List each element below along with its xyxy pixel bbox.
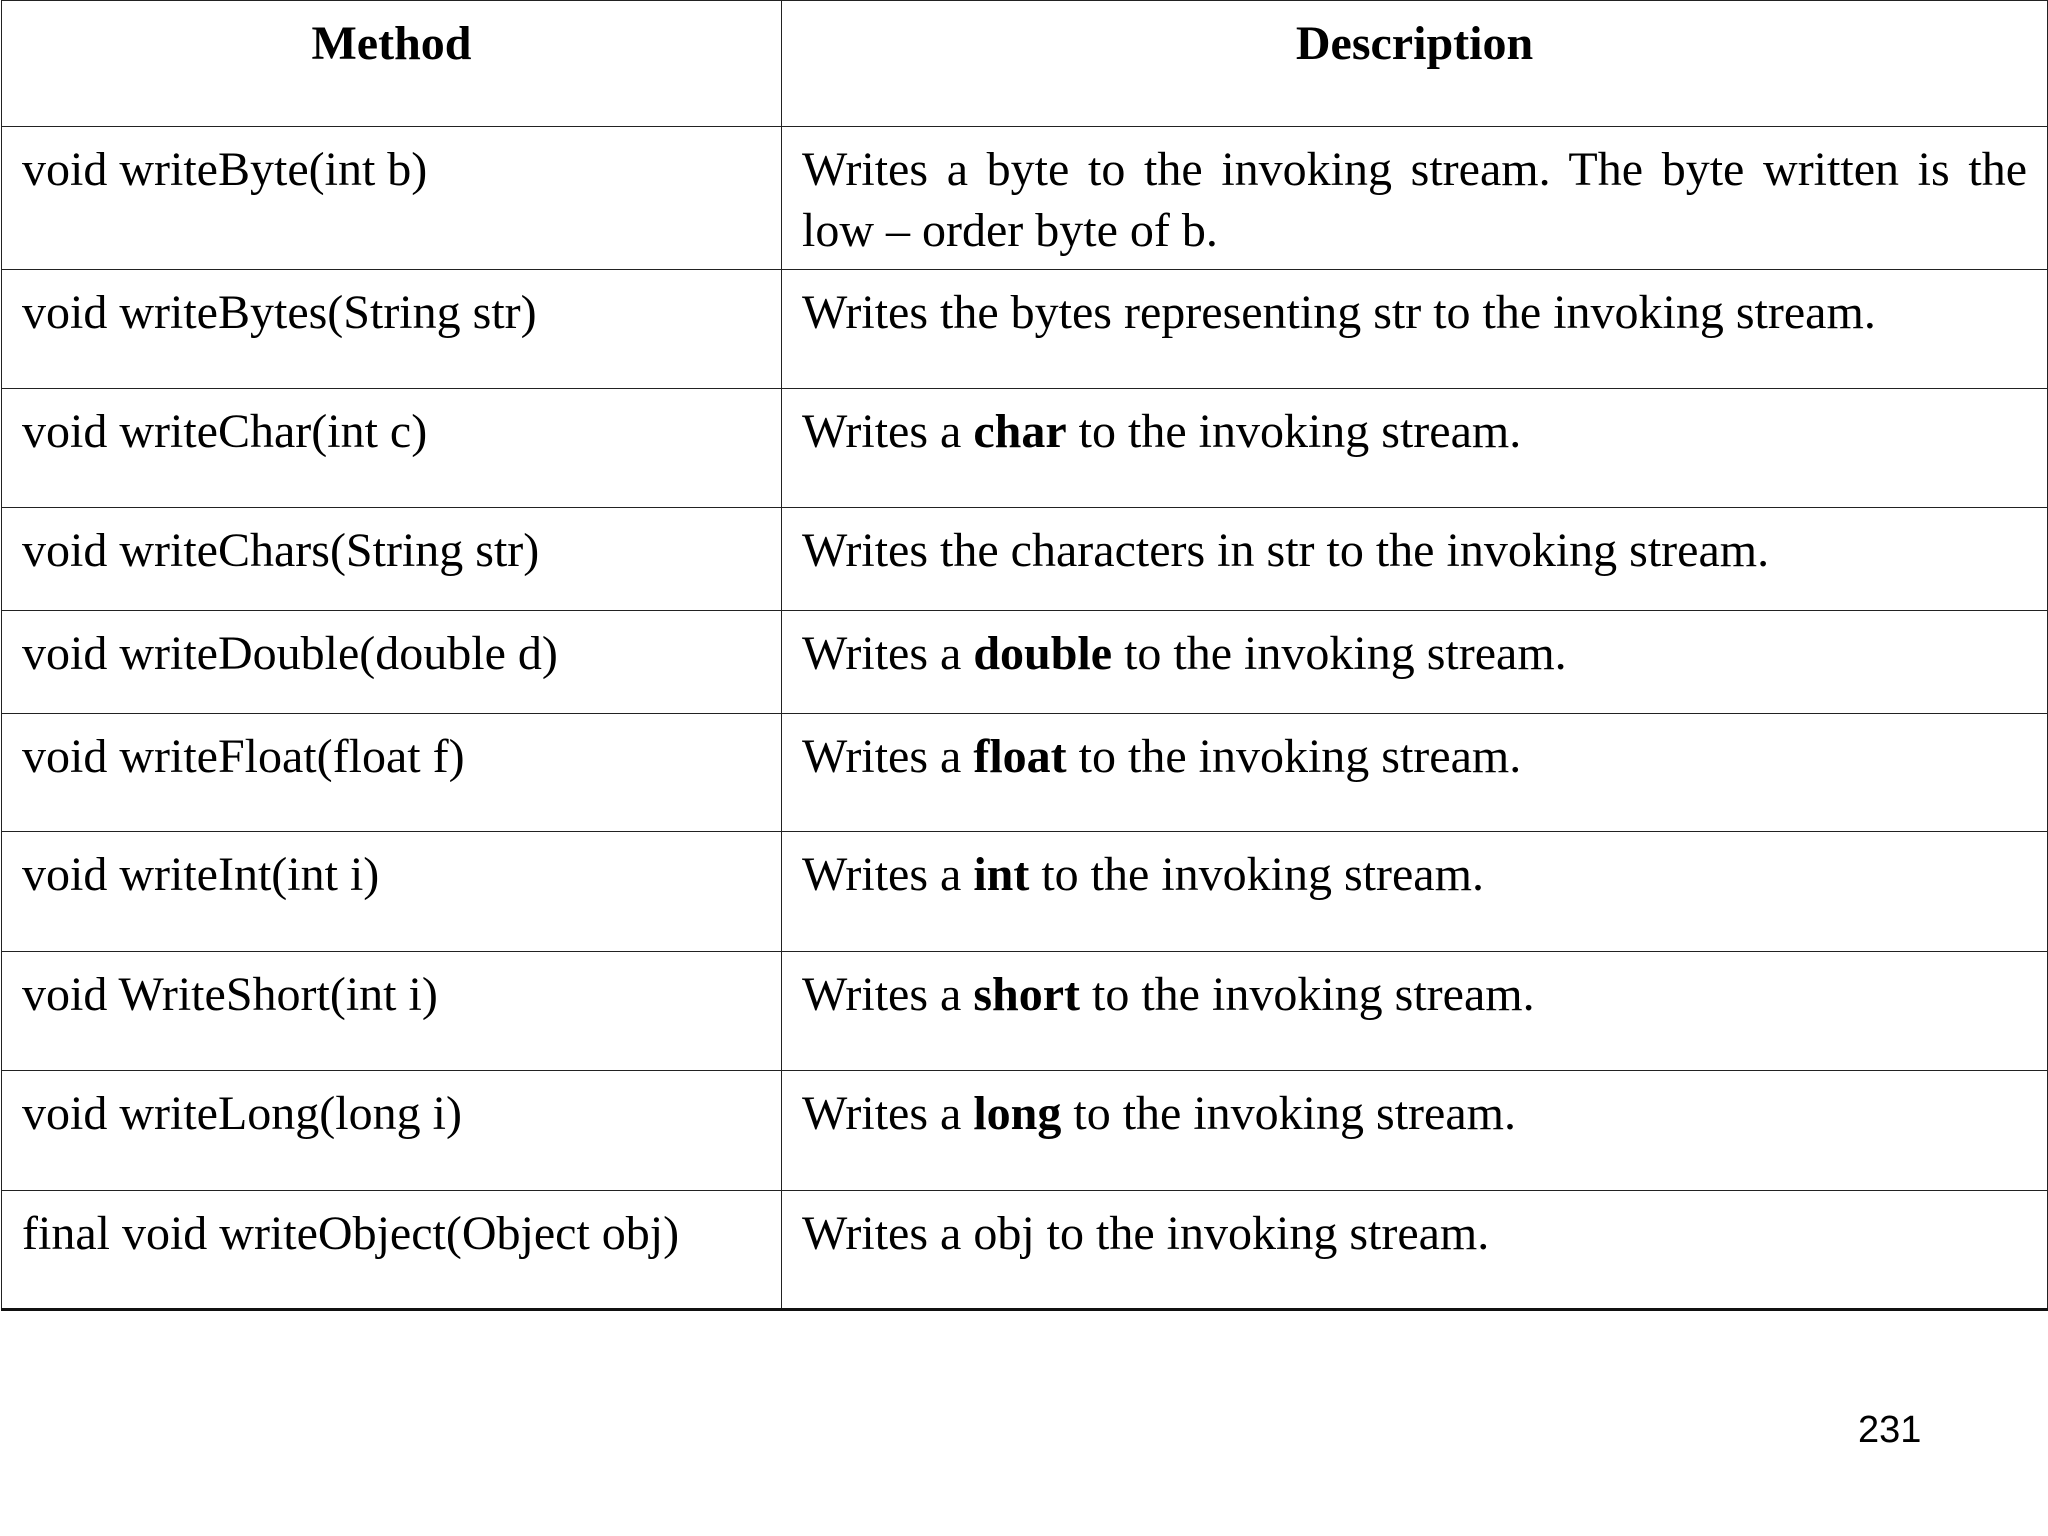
description-cell xyxy=(782,508,2048,611)
table-row xyxy=(2,611,2048,714)
description-text: Writes a obj to the invoking stream. xyxy=(802,1207,1490,1260)
table-row xyxy=(2,1191,2048,1310)
method-cell: void writeFloat(float f) xyxy=(2,714,782,832)
description-text: Writes the characters in str to the invoking stream. xyxy=(802,524,1770,577)
description-cell xyxy=(782,1191,2048,1310)
description-text: Writes a xyxy=(802,730,974,783)
method-cell: void writeByte(int b) xyxy=(2,127,782,270)
description-cell xyxy=(782,611,2048,714)
method-cell: void WriteShort(int i) xyxy=(2,952,782,1071)
description-text: Writes a xyxy=(802,848,974,901)
table-row xyxy=(2,270,2048,389)
description-text-end: to the invoking stream. xyxy=(1066,405,1522,458)
description-cell xyxy=(782,952,2048,1071)
method-cell: void writeBytes(String str) xyxy=(2,270,782,389)
table-row xyxy=(2,952,2048,1071)
description-cell xyxy=(782,714,2048,832)
table-row xyxy=(2,389,2048,508)
description-cell xyxy=(782,127,2048,270)
description-cell xyxy=(782,1071,2048,1191)
method-cell: void writeDouble(double d) xyxy=(2,611,782,714)
description-text: Writes a xyxy=(802,627,974,680)
description-text-end: to the invoking stream. xyxy=(1112,627,1567,680)
method-cell: final void writeObject(Object obj) xyxy=(2,1191,782,1310)
methods-table xyxy=(1,0,2048,1311)
description-keyword: long xyxy=(973,1087,1062,1140)
description-keyword: char xyxy=(973,405,1067,458)
table-header-row xyxy=(2,1,2048,127)
table-row xyxy=(2,127,2048,270)
description-cell xyxy=(782,389,2048,508)
description-cell xyxy=(782,270,2048,389)
method-cell: void writeLong(long i) xyxy=(2,1071,782,1191)
description-text: Writes a xyxy=(802,1087,974,1140)
description-text-end: to the invoking stream. xyxy=(1080,968,1535,1021)
header-description: Description xyxy=(782,1,2048,127)
description-keyword: int xyxy=(973,848,1030,901)
description-keyword: short xyxy=(973,968,1080,1021)
table-row xyxy=(2,508,2048,611)
description-text: Writes a xyxy=(802,968,974,1021)
method-cell: void writeInt(int i) xyxy=(2,832,782,952)
description-text-end: to the invoking stream. xyxy=(1029,848,1484,901)
description-text-end: to the invoking stream. xyxy=(1061,1087,1516,1140)
description-text-end: to the invoking stream. xyxy=(1066,730,1522,783)
description-cell xyxy=(782,832,2048,952)
description-keyword: double xyxy=(973,627,1113,680)
table-row xyxy=(2,832,2048,952)
description-text: Writes the bytes representing str to the invoking stream. xyxy=(802,286,1876,339)
page-number: 231 xyxy=(1858,1409,1922,1451)
header-method: Method xyxy=(2,1,782,127)
table-row xyxy=(2,1071,2048,1191)
method-cell: void writeChar(int c) xyxy=(2,389,782,508)
method-cell: void writeChars(String str) xyxy=(2,508,782,611)
description-keyword: float xyxy=(973,730,1067,783)
description-text: Writes a byte to the invoking stream. The byte written is the low – order byte of b. xyxy=(802,143,2027,257)
table-row xyxy=(2,714,2048,832)
description-text: Writes a xyxy=(802,405,974,458)
